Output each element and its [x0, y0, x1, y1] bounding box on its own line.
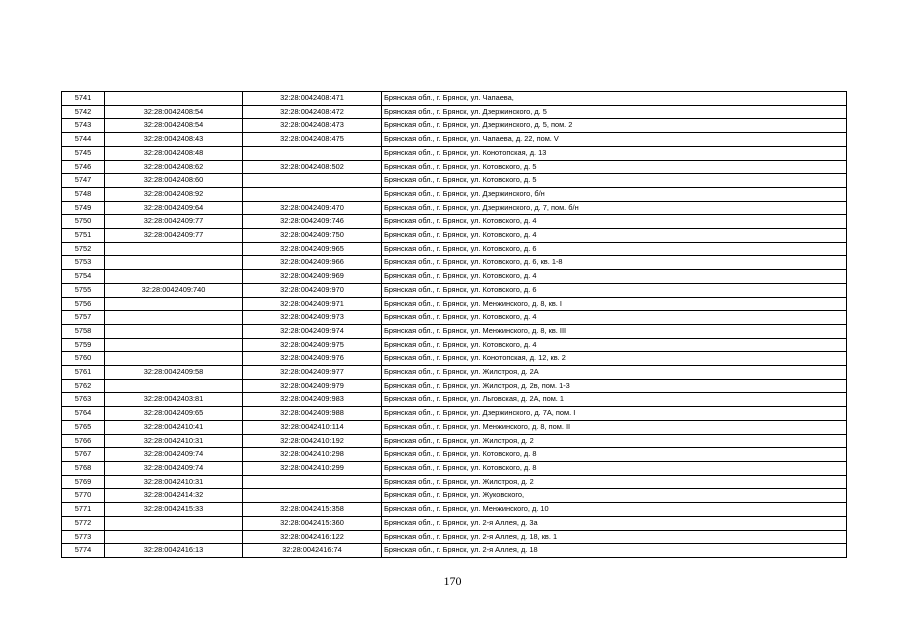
table-row	[62, 338, 847, 352]
address-cell: Брянская обл., г. Брянск, ул. Менжинского, д. 8, пом. II	[382, 420, 847, 434]
row-number-cell: 5746	[62, 160, 105, 174]
object-number-cell: 32:28:0042409:971	[243, 297, 382, 311]
table-row	[62, 160, 847, 174]
parcel-number-cell	[105, 338, 243, 352]
object-number-cell: 32:28:0042409:977	[243, 366, 382, 380]
address-cell: Брянская обл., г. Брянск, ул. Льговская, д. 2А, пом. 1	[382, 393, 847, 407]
row-number-cell: 5771	[62, 503, 105, 517]
table-row	[62, 174, 847, 188]
object-number-cell: 32:28:0042408:473	[243, 119, 382, 133]
address-cell: Брянская обл., г. Брянск, ул. Чапаева,	[382, 92, 847, 106]
row-number-cell: 5774	[62, 544, 105, 558]
object-number-cell: 32:28:0042410:298	[243, 448, 382, 462]
parcel-number-cell	[105, 270, 243, 284]
row-number-cell: 5758	[62, 324, 105, 338]
parcel-number-cell: 32:28:0042408:54	[105, 105, 243, 119]
address-cell: Брянская обл., г. Брянск, ул. Котовского, д. 4	[382, 311, 847, 325]
row-number-cell: 5754	[62, 270, 105, 284]
row-number-cell: 5768	[62, 461, 105, 475]
address-cell: Брянская обл., г. Брянск, ул. Котовского, д. 5	[382, 160, 847, 174]
object-number-cell	[243, 146, 382, 160]
table-row	[62, 229, 847, 243]
object-number-cell: 32:28:0042409:746	[243, 215, 382, 229]
row-number-cell: 5741	[62, 92, 105, 106]
object-number-cell: 32:28:0042409:970	[243, 283, 382, 297]
object-number-cell: 32:28:0042409:969	[243, 270, 382, 284]
row-number-cell: 5763	[62, 393, 105, 407]
address-cell: Брянская обл., г. Брянск, ул. Конотопская, д. 13	[382, 146, 847, 160]
object-number-cell: 32:28:0042416:74	[243, 544, 382, 558]
row-number-cell: 5757	[62, 311, 105, 325]
table-row	[62, 393, 847, 407]
parcel-number-cell	[105, 324, 243, 338]
table-row	[62, 256, 847, 270]
address-cell: Брянская обл., г. Брянск, ул. Котовского, д. 5	[382, 174, 847, 188]
object-number-cell	[243, 187, 382, 201]
parcel-number-cell: 32:28:0042409:77	[105, 215, 243, 229]
object-number-cell: 32:28:0042416:122	[243, 530, 382, 544]
row-number-cell: 5752	[62, 242, 105, 256]
address-cell: Брянская обл., г. Брянск, ул. Котовского, д. 4	[382, 338, 847, 352]
address-cell: Брянская обл., г. Брянск, ул. Жилстроя, д. 2	[382, 434, 847, 448]
address-cell: Брянская обл., г. Брянск, ул. Котовского, д. 6	[382, 242, 847, 256]
object-number-cell: 32:28:0042408:502	[243, 160, 382, 174]
row-number-cell: 5748	[62, 187, 105, 201]
object-number-cell: 32:28:0042409:750	[243, 229, 382, 243]
table-row	[62, 461, 847, 475]
table-row	[62, 352, 847, 366]
row-number-cell: 5743	[62, 119, 105, 133]
row-number-cell: 5742	[62, 105, 105, 119]
row-number-cell: 5756	[62, 297, 105, 311]
table-row	[62, 516, 847, 530]
object-number-cell: 32:28:0042410:299	[243, 461, 382, 475]
object-number-cell: 32:28:0042410:192	[243, 434, 382, 448]
table-row	[62, 420, 847, 434]
row-number-cell: 5751	[62, 229, 105, 243]
parcel-number-cell: 32:28:0042409:65	[105, 407, 243, 421]
table-row	[62, 215, 847, 229]
parcel-number-cell: 32:28:0042408:43	[105, 133, 243, 147]
registry-table-body	[62, 92, 847, 558]
row-number-cell: 5762	[62, 379, 105, 393]
object-number-cell: 32:28:0042408:475	[243, 133, 382, 147]
parcel-number-cell: 32:28:0042410:41	[105, 420, 243, 434]
table-row	[62, 283, 847, 297]
object-number-cell: 32:28:0042409:983	[243, 393, 382, 407]
row-number-cell: 5750	[62, 215, 105, 229]
row-number-cell: 5744	[62, 133, 105, 147]
parcel-number-cell: 32:28:0042409:64	[105, 201, 243, 215]
object-number-cell: 32:28:0042408:471	[243, 92, 382, 106]
address-cell: Брянская обл., г. Брянск, ул. Котовского, д. 4	[382, 215, 847, 229]
address-cell: Брянская обл., г. Брянск, ул. Менжинского, д. 8, кв. III	[382, 324, 847, 338]
table-row	[62, 544, 847, 558]
object-number-cell	[243, 489, 382, 503]
object-number-cell: 32:28:0042409:965	[243, 242, 382, 256]
address-cell: Брянская обл., г. Брянск, ул. Котовского, д. 6, кв. 1-8	[382, 256, 847, 270]
parcel-number-cell: 32:28:0042409:58	[105, 366, 243, 380]
parcel-number-cell: 32:28:0042410:31	[105, 434, 243, 448]
registry-table	[61, 91, 847, 558]
row-number-cell: 5770	[62, 489, 105, 503]
table-row	[62, 448, 847, 462]
address-cell: Брянская обл., г. Брянск, ул. Котовского, д. 8	[382, 448, 847, 462]
address-cell: Брянская обл., г. Брянск, ул. Котовского, д. 4	[382, 270, 847, 284]
address-cell: Брянская обл., г. Брянск, ул. Чапаева, д. 22, пом. V	[382, 133, 847, 147]
page-number: 170	[443, 574, 462, 588]
address-cell: Брянская обл., г. Брянск, ул. Дзержинского, д. 5	[382, 105, 847, 119]
object-number-cell: 32:28:0042409:973	[243, 311, 382, 325]
parcel-number-cell	[105, 379, 243, 393]
table-row	[62, 366, 847, 380]
table-row	[62, 119, 847, 133]
address-cell: Брянская обл., г. Брянск, ул. Жилстроя, д. 2А	[382, 366, 847, 380]
table-row	[62, 201, 847, 215]
row-number-cell: 5760	[62, 352, 105, 366]
address-cell: Брянская обл., г. Брянск, ул. Котовского, д. 8	[382, 461, 847, 475]
address-cell: Брянская обл., г. Брянск, ул. Дзержинского, д. 5, пом. 2	[382, 119, 847, 133]
address-cell: Брянская обл., г. Брянск, ул. Менжинского, д. 10	[382, 503, 847, 517]
table-row	[62, 297, 847, 311]
parcel-number-cell: 32:28:0042414:32	[105, 489, 243, 503]
table-row	[62, 311, 847, 325]
object-number-cell: 32:28:0042409:470	[243, 201, 382, 215]
parcel-number-cell: 32:28:0042408:62	[105, 160, 243, 174]
row-number-cell: 5766	[62, 434, 105, 448]
parcel-number-cell: 32:28:0042409:77	[105, 229, 243, 243]
address-cell: Брянская обл., г. Брянск, ул. Дзержинского, д. 7, пом. б/н	[382, 201, 847, 215]
table-row	[62, 530, 847, 544]
table-row	[62, 489, 847, 503]
parcel-number-cell: 32:28:0042408:92	[105, 187, 243, 201]
parcel-number-cell: 32:28:0042416:13	[105, 544, 243, 558]
object-number-cell: 32:28:0042409:988	[243, 407, 382, 421]
row-number-cell: 5761	[62, 366, 105, 380]
row-number-cell: 5747	[62, 174, 105, 188]
parcel-number-cell: 32:28:0042409:74	[105, 448, 243, 462]
parcel-number-cell: 32:28:0042410:31	[105, 475, 243, 489]
address-cell: Брянская обл., г. Брянск, ул. Жилстроя, д. 2	[382, 475, 847, 489]
address-cell: Брянская обл., г. Брянск, ул. Котовского, д. 4	[382, 229, 847, 243]
address-cell: Брянская обл., г. Брянск, ул. Дзержинского, д. 7А, пом. I	[382, 407, 847, 421]
table-row	[62, 270, 847, 284]
object-number-cell: 32:28:0042409:975	[243, 338, 382, 352]
address-cell: Брянская обл., г. Брянск, ул. Дзержинского, б/н	[382, 187, 847, 201]
object-number-cell: 32:28:0042415:360	[243, 516, 382, 530]
parcel-number-cell	[105, 530, 243, 544]
parcel-number-cell: 32:28:0042403:81	[105, 393, 243, 407]
object-number-cell	[243, 475, 382, 489]
address-cell: Брянская обл., г. Брянск, ул. Менжинского, д. 8, кв. I	[382, 297, 847, 311]
table-row	[62, 133, 847, 147]
object-number-cell: 32:28:0042409:966	[243, 256, 382, 270]
table-row	[62, 434, 847, 448]
parcel-number-cell: 32:28:0042409:740	[105, 283, 243, 297]
address-cell: Брянская обл., г. Брянск, ул. 2-я Аллея, д. 3а	[382, 516, 847, 530]
table-row	[62, 503, 847, 517]
parcel-number-cell	[105, 256, 243, 270]
parcel-number-cell	[105, 311, 243, 325]
row-number-cell: 5773	[62, 530, 105, 544]
object-number-cell: 32:28:0042409:979	[243, 379, 382, 393]
parcel-number-cell: 32:28:0042415:33	[105, 503, 243, 517]
row-number-cell: 5759	[62, 338, 105, 352]
parcel-number-cell: 32:28:0042409:74	[105, 461, 243, 475]
object-number-cell: 32:28:0042409:976	[243, 352, 382, 366]
parcel-number-cell: 32:28:0042408:48	[105, 146, 243, 160]
parcel-number-cell	[105, 242, 243, 256]
row-number-cell: 5764	[62, 407, 105, 421]
address-cell: Брянская обл., г. Брянск, ул. 2-я Аллея, д. 18, кв. 1	[382, 530, 847, 544]
table-row	[62, 242, 847, 256]
object-number-cell: 32:28:0042408:472	[243, 105, 382, 119]
row-number-cell: 5772	[62, 516, 105, 530]
row-number-cell: 5755	[62, 283, 105, 297]
object-number-cell: 32:28:0042415:358	[243, 503, 382, 517]
address-cell: Брянская обл., г. Брянск, ул. Котовского, д. 6	[382, 283, 847, 297]
parcel-number-cell	[105, 516, 243, 530]
parcel-number-cell	[105, 92, 243, 106]
table-row	[62, 105, 847, 119]
table-row	[62, 475, 847, 489]
table-row	[62, 187, 847, 201]
row-number-cell: 5765	[62, 420, 105, 434]
address-cell: Брянская обл., г. Брянск, ул. Жуковского,	[382, 489, 847, 503]
address-cell: Брянская обл., г. Брянск, ул. Конотопская, д. 12, кв. 2	[382, 352, 847, 366]
row-number-cell: 5749	[62, 201, 105, 215]
parcel-number-cell: 32:28:0042408:60	[105, 174, 243, 188]
row-number-cell: 5753	[62, 256, 105, 270]
row-number-cell: 5745	[62, 146, 105, 160]
parcel-number-cell	[105, 352, 243, 366]
table-row	[62, 146, 847, 160]
address-cell: Брянская обл., г. Брянск, ул. 2-я Аллея, д. 18	[382, 544, 847, 558]
row-number-cell: 5769	[62, 475, 105, 489]
object-number-cell: 32:28:0042410:114	[243, 420, 382, 434]
table-row	[62, 92, 847, 106]
table-row	[62, 324, 847, 338]
parcel-number-cell: 32:28:0042408:54	[105, 119, 243, 133]
object-number-cell: 32:28:0042409:974	[243, 324, 382, 338]
table-row	[62, 407, 847, 421]
object-number-cell	[243, 174, 382, 188]
table-row	[62, 379, 847, 393]
row-number-cell: 5767	[62, 448, 105, 462]
parcel-number-cell	[105, 297, 243, 311]
address-cell: Брянская обл., г. Брянск, ул. Жилстроя, д. 2в, пом. 1-3	[382, 379, 847, 393]
